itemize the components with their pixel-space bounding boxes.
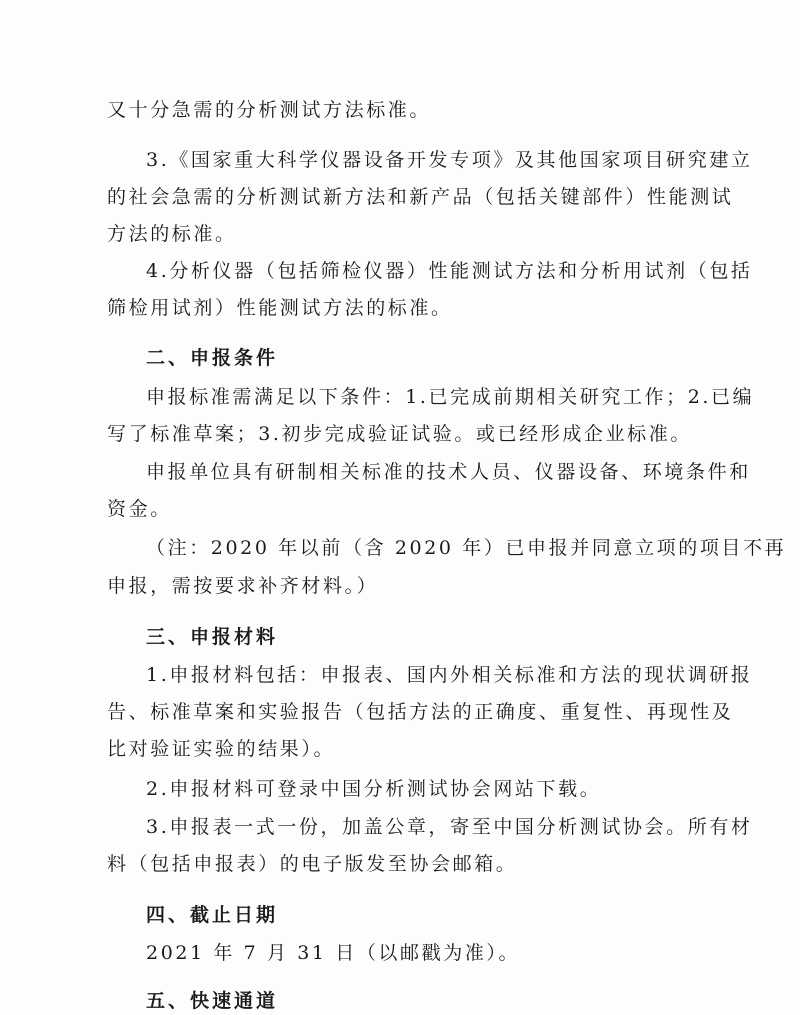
list-item-line: 3.申报表一式一份，加盖公章，寄至中国分析测试协会。所有材 bbox=[146, 816, 753, 838]
paragraph-line: 资金。 bbox=[107, 498, 172, 520]
section-heading-4: 四、截止日期 bbox=[146, 904, 279, 926]
list-item-3-line: 3.《国家重大科学仪器设备开发专项》及其他国家项目研究建立 bbox=[146, 149, 753, 171]
section-heading-2: 二、申报条件 bbox=[146, 347, 279, 369]
note-line: 申报，需按要求补齐材料。） bbox=[107, 575, 379, 597]
list-item-line: 料（包括申报表）的电子版发至协会邮箱。 bbox=[107, 853, 518, 875]
deadline-text: 2021 年 7 月 31 日（以邮戳为准）。 bbox=[146, 942, 521, 964]
paragraph-line: 申报单位具有研制相关标准的技术人员、仪器设备、环境条件和 bbox=[146, 461, 751, 483]
section-heading-5: 五、快速通道 bbox=[146, 990, 279, 1012]
list-item-line: 比对验证实验的结果）。 bbox=[107, 738, 336, 760]
list-item-line: 1.申报材料包括：申报表、国内外相关标准和方法的现状调研报 bbox=[146, 664, 753, 686]
paragraph-line: 申报标准需满足以下条件：1.已完成前期相关研究工作；2.已编 bbox=[146, 386, 755, 408]
list-item-4-line: 4.分析仪器（包括筛检仪器）性能测试方法和分析用试剂（包括 bbox=[146, 260, 753, 282]
paragraph-line: 又十分急需的分析测试方法标准。 bbox=[107, 99, 432, 121]
list-item-3-line: 方法的标准。 bbox=[107, 223, 237, 245]
section-heading-3: 三、申报材料 bbox=[146, 626, 279, 648]
note-line: （注：2020 年以前（含 2020 年）已申报并同意立项的项目不再 bbox=[146, 537, 787, 559]
list-item-line: 2.申报材料可登录中国分析测试协会网站下载。 bbox=[146, 778, 602, 800]
list-item-3-line: 的社会急需的分析测试新方法和新产品（包括关键部件）性能测试 bbox=[107, 186, 734, 208]
list-item-line: 告、标准草案和实验报告（包括方法的正确度、重复性、再现性及 bbox=[107, 701, 734, 723]
list-item-4-line: 筛检用试剂）性能测试方法的标准。 bbox=[107, 297, 453, 319]
paragraph-line: 写了标准草案；3.初步完成验证试验。或已经形成企业标准。 bbox=[107, 423, 692, 445]
